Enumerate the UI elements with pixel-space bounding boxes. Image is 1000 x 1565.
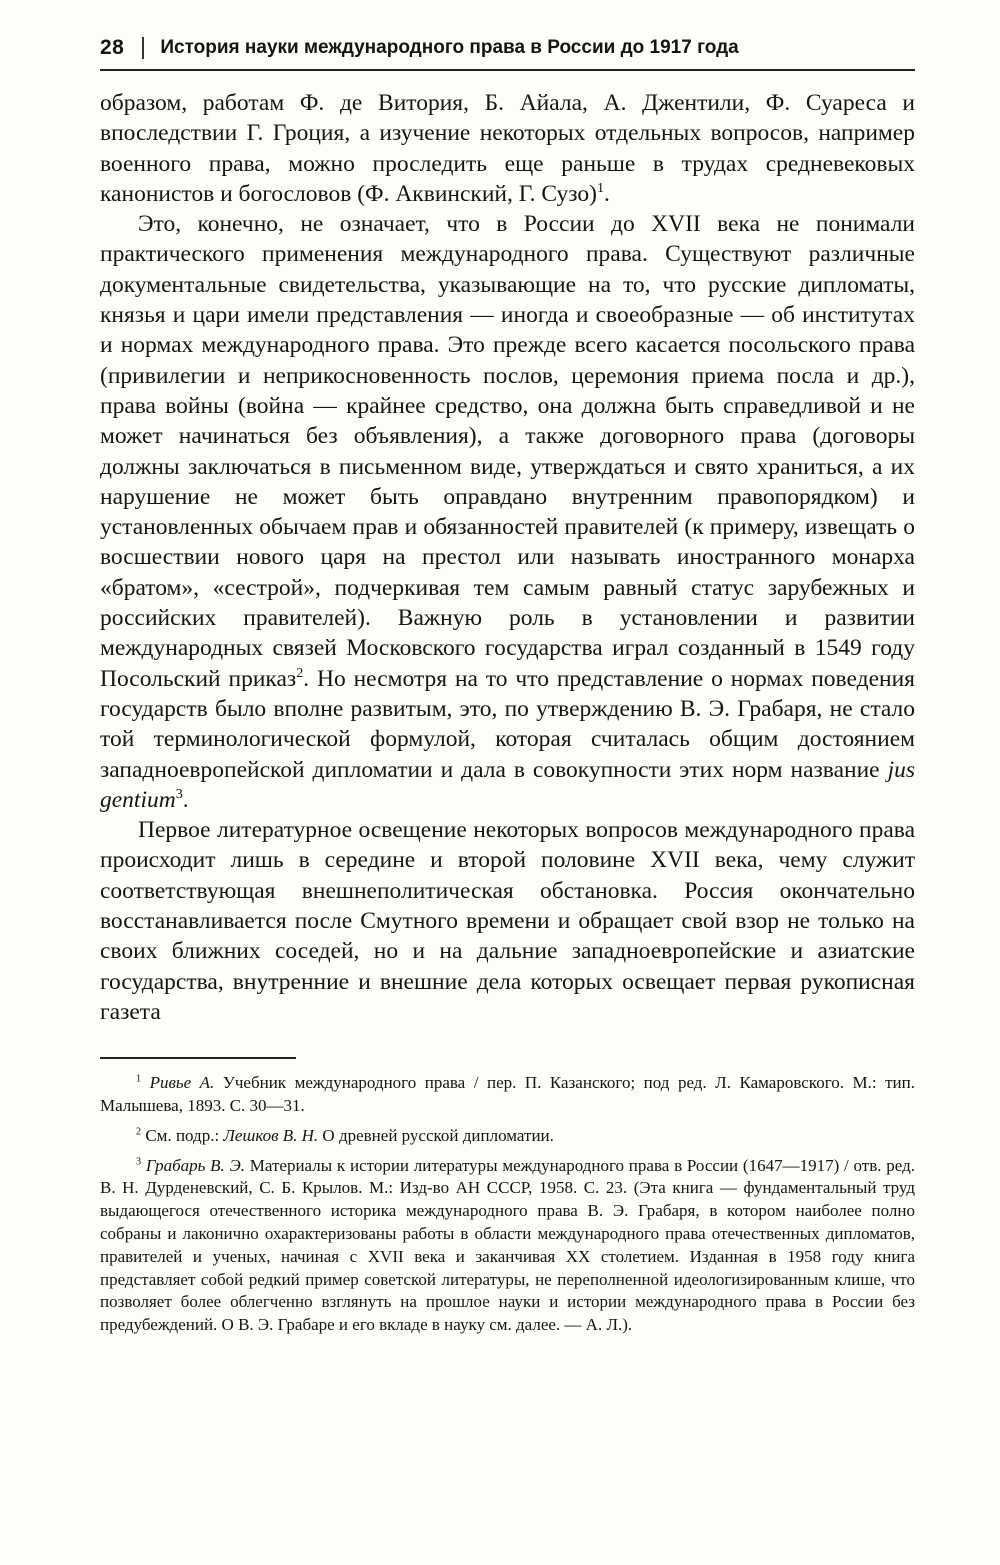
text-run: Учебник международного права / пер. П. Казанского; под ред. Л. Камаровского. М.: тип. Малышева, 1893. С. 30—31. bbox=[100, 1073, 915, 1115]
text-run: Первое литературное освещение некоторых вопросов международного права происходит лишь в середине и второй половине XVII века, чему служит соответствующая внешнеполитическая обстановка. Россия окончательно восстанавливается после Смутного времени и обращает свой взор не только на своих ближних соседей, но и на дальние западноевропейские и азиатские государства, внутренние и внешние дела которых освещает первая рукописная газета bbox=[100, 817, 915, 1025]
text-run: См. подр.: bbox=[141, 1125, 224, 1145]
paragraph bbox=[100, 209, 915, 815]
italic-text: jus gentium bbox=[100, 756, 915, 813]
text-run: . Но несмотря на то что представление о нормах поведения государств было вполне развитым, это, по утверждению В. Э. Грабаря, не стало той терминологической формулой, которая считалась общим достоянием западноевропейской дипломатии и дала в совокупности этих норм название bbox=[100, 665, 915, 783]
running-title: История науки международного права в России до 1917 года bbox=[160, 37, 739, 58]
text-run: О древней русской дипломатии. bbox=[318, 1125, 554, 1145]
italic-text: Грабарь В. Э. bbox=[145, 1155, 245, 1175]
text-run: Это, конечно, не означает, что в России до XVII века не понимали практического применения международного права. Существуют различные документальные свидетельства, указывающие на то, что русские дипломаты, князья и цари имели представления — иногда и своеобразные — об институтах и нормах международного права. Это прежде всего касается посольского права (привилегии и неприкосновенность послов, церемония приема посла и др.), права войны (война — крайнее средство, она должна быть справедливой и не может начинаться без объявления), а также договорного права (договоры должны заключаться в письменном виде, утверждаться и свято храниться, а их нарушение не может быть оправдано внутренним правопорядком) и установленных обычаем прав и обязанностей правителей (к примеру, извещать о восшествии нового царя на престол или называть иностранного монарха «братом», «сестрой», подчеркивая тем самым равный статус зарубежных и российских правителей). Важную роль в установлении и развитии международных связей Московского государства играл созданный в 1549 году Посольский приказ bbox=[100, 211, 915, 692]
text-run: образом, работам Ф. де Витория, Б. Айала, А. Джентили, Ф. Суареса и впоследствии Г. Гроция, а изучение некоторых отдельных вопросов, например военного права, можно проследить еще раньше в трудах средневековых канонистов и богословов (Ф. Аквинский, Г. Сузо) bbox=[100, 90, 915, 207]
running-head bbox=[100, 36, 915, 71]
paragraph bbox=[100, 815, 915, 1027]
footnote-marker: 1 bbox=[596, 180, 605, 197]
text-run: . bbox=[182, 786, 189, 813]
footnote-separator-rule bbox=[100, 1057, 296, 1059]
text-run: Материалы к истории литературы международного права в России (1647—1917) / отв. ред. В. Н. Дурденевский, С. Б. Крылов. М.: Изд-во АН СССР, 1958. С. 23. (Эта книга — фундаментальный труд выдающегося отечественного историка международного права В. Э. Грабаря, в котором наиболее полно собраны и лаконично охарактеризованы работы в области международного права отечественных дипломатов, правителей и ученых, начиная с XVII века и заканчивая XX столетием. Изданная в 1958 году книга представляет собой редкий пример советской литературы, не переполненной идеологизированным клише, что позволяет более облегченно взглянуть на прошлое науки и истории международного права в России без предубеждений. О В. Э. Грабаре и его вкладе в науку см. далее. — А. Л.). bbox=[100, 1155, 916, 1335]
italic-text: Лешков В. Н. bbox=[223, 1125, 319, 1145]
text-run bbox=[141, 1073, 150, 1092]
footnote bbox=[100, 1155, 915, 1337]
footnote-marker: 2 bbox=[136, 1126, 142, 1138]
italic-text: Ривье А. bbox=[149, 1073, 215, 1093]
page-number: 28 bbox=[100, 36, 125, 59]
footnote bbox=[100, 1125, 915, 1148]
body-text bbox=[100, 88, 915, 1027]
text-run: . bbox=[604, 180, 610, 207]
footnote-marker: 3 bbox=[136, 1155, 142, 1167]
footnote bbox=[100, 1072, 915, 1118]
footnote-marker: 1 bbox=[136, 1073, 142, 1085]
header-divider bbox=[142, 37, 144, 59]
paragraph bbox=[100, 88, 915, 209]
footnotes-block bbox=[100, 1072, 915, 1337]
footnote-marker: 3 bbox=[175, 786, 183, 802]
footnote-marker: 2 bbox=[296, 664, 304, 681]
